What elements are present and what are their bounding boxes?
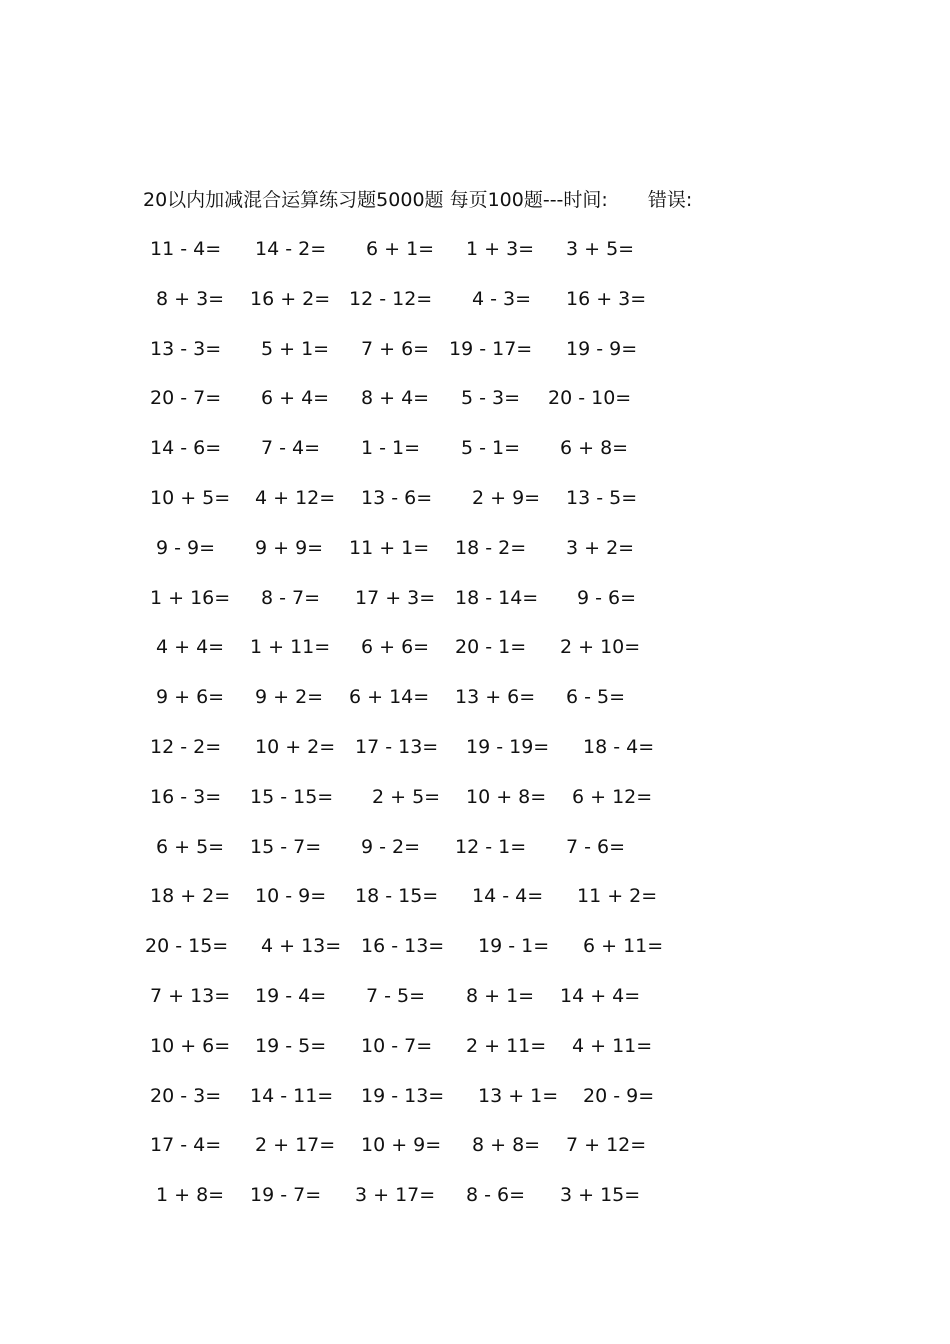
problem-item: 6 + 5= bbox=[156, 835, 225, 858]
problem-item: 19 - 9= bbox=[566, 337, 638, 360]
problem-item: 7 - 5= bbox=[366, 985, 426, 1007]
problem-item: 19 - 7= bbox=[250, 1184, 322, 1207]
problem-item: 10 - 7= bbox=[361, 1034, 433, 1057]
problem-item: 13 + 1= bbox=[478, 1084, 559, 1107]
problem-item: 9 + 2= bbox=[255, 686, 324, 709]
problem-item: 17 - 13= bbox=[355, 736, 439, 758]
problem-item: 11 + 1= bbox=[349, 536, 430, 559]
problem-item: 5 + 1= bbox=[261, 337, 330, 360]
problem-item: 18 - 4= bbox=[583, 736, 655, 758]
problem-item: 6 + 11= bbox=[583, 935, 664, 958]
problem-item: 4 + 12= bbox=[255, 487, 336, 509]
problem-item: 13 - 5= bbox=[566, 487, 638, 509]
problem-item: 20 - 3= bbox=[150, 1084, 222, 1107]
problem-item: 19 - 17= bbox=[449, 337, 533, 360]
problem-item: 10 + 2= bbox=[255, 736, 336, 758]
problem-item: 19 - 4= bbox=[255, 985, 327, 1007]
problem-item: 1 + 11= bbox=[250, 636, 331, 659]
problem-item: 9 + 9= bbox=[255, 536, 324, 559]
problem-item: 19 - 5= bbox=[255, 1034, 327, 1057]
problem-item: 2 + 9= bbox=[472, 487, 541, 509]
problem-item: 19 - 19= bbox=[466, 736, 550, 758]
problem-item: 6 - 5= bbox=[566, 686, 626, 709]
problem-item: 13 + 6= bbox=[455, 686, 536, 709]
problem-item: 8 + 8= bbox=[472, 1134, 541, 1157]
problem-item: 6 + 6= bbox=[361, 636, 430, 659]
problem-item: 14 - 11= bbox=[250, 1084, 334, 1107]
problem-item: 8 + 3= bbox=[156, 287, 225, 310]
problem-item: 6 + 1= bbox=[366, 238, 435, 260]
problem-item: 10 - 9= bbox=[255, 885, 327, 908]
errors-label: 错误: bbox=[647, 189, 693, 211]
problem-item: 20 - 7= bbox=[150, 387, 222, 410]
problem-item: 20 - 10= bbox=[548, 387, 632, 410]
problem-item: 2 + 5= bbox=[372, 785, 441, 808]
problem-item: 5 - 3= bbox=[461, 387, 521, 410]
problem-item: 4 + 4= bbox=[156, 636, 225, 659]
problem-item: 10 + 6= bbox=[150, 1034, 231, 1057]
problem-item: 7 + 13= bbox=[150, 985, 231, 1007]
problem-item: 7 + 12= bbox=[566, 1134, 647, 1157]
problem-item: 7 + 6= bbox=[361, 337, 430, 360]
problem-item: 17 - 4= bbox=[150, 1134, 222, 1157]
problem-item: 10 + 5= bbox=[150, 487, 231, 509]
problem-item: 8 + 4= bbox=[361, 387, 430, 410]
problem-item: 17 + 3= bbox=[355, 586, 436, 609]
problem-item: 8 - 7= bbox=[261, 586, 321, 609]
problem-item: 12 - 1= bbox=[455, 835, 527, 858]
problem-item: 9 - 2= bbox=[361, 835, 421, 858]
worksheet-title: 20以内加减混合运算练习题5000题 每页100题---时间: bbox=[143, 189, 608, 211]
problem-item: 11 + 2= bbox=[577, 885, 658, 908]
problem-item: 10 + 9= bbox=[361, 1134, 442, 1157]
problem-item: 9 - 9= bbox=[156, 536, 216, 559]
problem-item: 12 - 2= bbox=[150, 736, 222, 758]
problem-item: 8 + 1= bbox=[466, 985, 535, 1007]
problem-item: 16 - 3= bbox=[150, 785, 222, 808]
problem-item: 6 + 8= bbox=[560, 437, 629, 460]
problem-item: 16 + 3= bbox=[566, 287, 647, 310]
problem-item: 14 - 6= bbox=[150, 437, 222, 460]
problem-item: 6 + 14= bbox=[349, 686, 430, 709]
problem-item: 2 + 17= bbox=[255, 1134, 336, 1157]
problem-item: 13 - 3= bbox=[150, 337, 222, 360]
problem-item: 6 + 12= bbox=[572, 785, 653, 808]
problem-item: 19 - 1= bbox=[478, 935, 550, 958]
problem-item: 19 - 13= bbox=[361, 1084, 445, 1107]
problem-item: 14 - 2= bbox=[255, 238, 327, 260]
problem-item: 8 - 6= bbox=[466, 1184, 526, 1207]
problem-item: 20 - 15= bbox=[145, 935, 229, 958]
problem-item: 1 + 8= bbox=[156, 1184, 225, 1207]
problem-item: 3 + 17= bbox=[355, 1184, 436, 1207]
problem-item: 3 + 15= bbox=[560, 1184, 641, 1207]
problem-item: 4 + 11= bbox=[572, 1034, 653, 1057]
problem-item: 4 - 3= bbox=[472, 287, 532, 310]
problem-item: 7 - 6= bbox=[566, 835, 626, 858]
problem-item: 1 + 16= bbox=[150, 586, 231, 609]
problem-item: 15 - 15= bbox=[250, 785, 334, 808]
problem-item: 7 - 4= bbox=[261, 437, 321, 460]
problem-item: 18 - 14= bbox=[455, 586, 539, 609]
problem-item: 1 - 1= bbox=[361, 437, 421, 460]
problem-item: 3 + 2= bbox=[566, 536, 635, 559]
problem-item: 18 - 2= bbox=[455, 536, 527, 559]
problem-item: 16 + 2= bbox=[250, 287, 331, 310]
problem-item: 11 - 4= bbox=[150, 238, 222, 260]
problem-item: 20 - 1= bbox=[455, 636, 527, 659]
problem-item: 3 + 5= bbox=[566, 238, 635, 260]
problem-item: 18 + 2= bbox=[150, 885, 231, 908]
problem-item: 20 - 9= bbox=[583, 1084, 655, 1107]
problem-item: 5 - 1= bbox=[461, 437, 521, 460]
problem-item: 6 + 4= bbox=[261, 387, 330, 410]
problem-item: 9 + 6= bbox=[156, 686, 225, 709]
problem-item: 13 - 6= bbox=[361, 487, 433, 509]
problem-item: 12 - 12= bbox=[349, 287, 433, 310]
problem-item: 2 + 10= bbox=[560, 636, 641, 659]
problem-item: 2 + 11= bbox=[466, 1034, 547, 1057]
problem-item: 18 - 15= bbox=[355, 885, 439, 908]
problem-item: 16 - 13= bbox=[361, 935, 445, 958]
problem-item: 10 + 8= bbox=[466, 785, 547, 808]
problem-item: 1 + 3= bbox=[466, 238, 535, 260]
problem-item: 14 + 4= bbox=[560, 985, 641, 1007]
problem-item: 14 - 4= bbox=[472, 885, 544, 908]
problem-item: 9 - 6= bbox=[577, 586, 637, 609]
problem-item: 15 - 7= bbox=[250, 835, 322, 858]
problem-item: 4 + 13= bbox=[261, 935, 342, 958]
